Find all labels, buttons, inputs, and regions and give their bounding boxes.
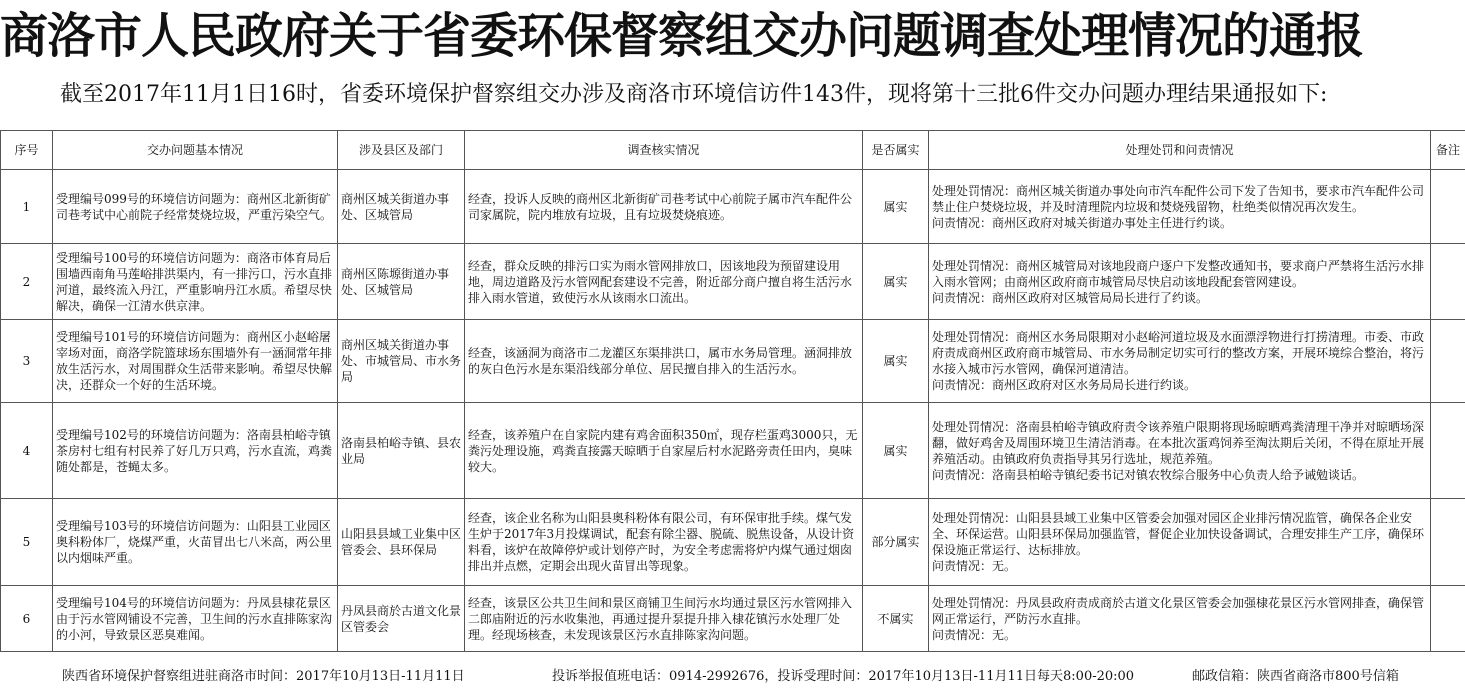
cell-seq: 2 [1, 244, 53, 320]
cell-problem: 受理编号103号的环境信访问题为：山阳县工业园区奥科粉体厂，烧煤严重，火苗冒出七八米高，两公里以内烟味严重。 [53, 499, 338, 586]
cell-verified: 部分属实 [863, 499, 929, 586]
cell-investigation: 经查，该涵洞为商洛市二龙灌区东渠排洪口，属市水务局管理。涵洞排放的灰白色污水是东渠沿线部分单位、居民擅自排入的生活污水。 [465, 320, 863, 403]
cell-disposal [929, 244, 1431, 320]
cell-seq: 3 [1, 320, 53, 403]
penalty-text: 处理处罚情况：商州区水务局限期对小赵峪河道垃圾及水面漂浮物进行打捞清理。市委、市政府责成商州区政府商市城管局、市水务局制定切实可行的整改方案，开展环境综合整治，将污水接入城市污水管网，确保河道清洁。 [932, 330, 1425, 376]
cell-verified: 不属实 [863, 586, 929, 652]
cell-verified: 属实 [863, 403, 929, 499]
cell-disposal [929, 499, 1431, 586]
cell-disposal [929, 403, 1431, 499]
cell-investigation: 经查，该企业名称为山阳县奥科粉体有限公司，有环保审批手续。煤气发生炉于2017年3月投煤调试，配套有除尘器、脱硫、脱焦设备，从设计资料看，该炉在故障停炉或计划停产时，为安全考虑需将炉内煤气通过烟囱排出并点燃，定期会出现火苗冒出等现象。 [465, 499, 863, 586]
cell-dept: 山阳县县域工业集中区管委会、县环保局 [338, 499, 465, 586]
table-row [1, 170, 1465, 244]
accountability-text: 问责情况：商州区政府对城关街道办事处主任进行约谈。 [932, 215, 1233, 230]
cell-dept: 商州区陈塬街道办事处、区城管局 [338, 244, 465, 320]
cell-problem: 受理编号100号的环境信访问题为：商洛市体育局后围墙西南角马莲峪排洪渠内，有一排污口，污水直排河道，最终流入丹江，严重影响丹江水质。希望尽快解决，确保一江清水供京津。 [53, 244, 338, 320]
table-row [1, 499, 1465, 586]
cell-seq: 1 [1, 170, 53, 244]
penalty-text: 处理处罚情况：丹凤县政府责成商於古道文化景区管委会加强棣花景区污水管网排查，确保管网正常运行，严防污水直排。 [932, 595, 1425, 626]
header-remark: 备注 [1431, 131, 1465, 170]
table-header-row [1, 131, 1465, 170]
penalty-text: 处理处罚情况：商州区城关街道办事处向市汽车配件公司下发了告知书，要求市汽车配件公司禁止住户焚烧垃圾，并及时清理院内垃圾和焚烧残留物，杜绝类似情况再次发生。 [932, 183, 1425, 214]
cell-investigation: 经查，投诉人反映的商州区北新街矿司巷考试中心前院子属市汽车配件公司家属院，院内堆放有垃圾，且有垃圾焚烧痕迹。 [465, 170, 863, 244]
cell-dept: 丹凤县商於古道文化景区管委会 [338, 586, 465, 652]
header-dept: 涉及县区及部门 [338, 131, 465, 170]
accountability-text: 问责情况：无。 [932, 627, 1017, 642]
accountability-text: 问责情况：洛南县柏峪寺镇纪委书记对镇农牧综合服务中心负责人给予诫勉谈话。 [932, 467, 1365, 482]
accountability-text: 问责情况：商州区政府对区水务局局长进行约谈。 [932, 378, 1197, 392]
table-row [1, 244, 1465, 320]
cell-investigation: 经查，群众反映的排污口实为雨水管网排放口，因该地段为预留建设用地，周边道路及污水管网配套建设不完善，附近部分商户擅自将生活污水排入雨水管道，致使污水从该雨水口流出。 [465, 244, 863, 320]
cell-disposal [929, 320, 1431, 403]
cell-seq: 5 [1, 499, 53, 586]
accountability-text: 问责情况：无。 [932, 559, 1017, 573]
table-row [1, 586, 1465, 652]
cell-seq: 6 [1, 586, 53, 652]
cases-table [0, 130, 1465, 652]
cell-disposal [929, 170, 1431, 244]
header-verified: 是否属实 [863, 131, 929, 170]
table-row [1, 320, 1465, 403]
intro-text: 截至2017年11月1日16时，省委环境保护督察组交办涉及商洛市环境信访件143件，现将第十三批6件交办问题办理结果通报如下: [60, 82, 1328, 107]
cell-dept: 商州区城关街道办事处、区城管局 [338, 170, 465, 244]
cell-remark [1431, 244, 1465, 320]
header-disposal: 处理处罚和问责情况 [929, 131, 1431, 170]
table-row [1, 403, 1465, 499]
footer-mailbox: 邮政信箱：陕西省商洛市800号信箱 [1192, 669, 1399, 684]
cell-problem: 受理编号102号的环境信访问题为：洛南县柏峪寺镇茶房村七组有村民养了好几万只鸡，污水直流，鸡粪随处都是，苍蝇太多。 [53, 403, 338, 499]
accountability-text: 问责情况：商州区政府对区城管局局长进行了约谈。 [932, 290, 1209, 305]
cell-verified: 属实 [863, 320, 929, 403]
cell-remark [1431, 499, 1465, 586]
cell-remark [1431, 586, 1465, 652]
cell-dept: 洛南县柏峪寺镇、县农业局 [338, 403, 465, 499]
cell-problem: 受理编号099号的环境信访问题为：商州区北新街矿司巷考试中心前院子经常焚烧垃圾，严重污染空气。 [53, 170, 338, 244]
cell-investigation: 经查，该养殖户在自家院内建有鸡舍面积350㎡，现存栏蛋鸡3000只，无粪污处理设施，鸡粪直接露天晾晒于自家屋后村水泥路旁责任田内，臭味较大。 [465, 403, 863, 499]
cell-seq: 4 [1, 403, 53, 499]
cell-remark [1431, 403, 1465, 499]
footer [0, 666, 1465, 688]
penalty-text: 处理处罚情况：洛南县柏峪寺镇政府责令该养殖户限期将现场晾晒鸡粪清理干净并对晾晒场深翻，做好鸡舍及周围环境卫生清洁消毒。在本批次蛋鸡饲养至淘汰期后关闭，不得在原址开展养殖活动。由镇政府负责指导其另行选址，规范养殖。 [932, 419, 1425, 466]
cell-disposal [929, 586, 1431, 652]
cell-remark [1431, 170, 1465, 244]
header-seq: 序号 [1, 131, 53, 170]
cell-remark [1431, 320, 1465, 403]
page-title: 商洛市人民政府关于省委环保督察组交办问题调查处理情况的通报 [0, 8, 1364, 64]
footer-hotline: 投诉举报值班电话：0914-2992676，投诉受理时间：2017年10月13日-11月11日每天8:00-20:00 [552, 669, 1135, 684]
cell-investigation: 经查，该景区公共卫生间和景区商铺卫生间污水均通过景区污水管网排入二郎庙附近的污水收集池，再通过提升泵提升排入棣花镇污水处理厂处理。经现场核查，未发现该景区污水直排陈家沟问题。 [465, 586, 863, 652]
cell-problem: 受理编号104号的环境信访问题为：丹凤县棣花景区由于污水管网铺设不完善，卫生间的污水直排陈家沟的小河，导致景区恶臭难闻。 [53, 586, 338, 652]
cell-verified: 属实 [863, 170, 929, 244]
footer-inspection-period: 陕西省环境保护督察组进驻商洛市时间：2017年10月13日-11月11日 [62, 669, 465, 684]
header-investigation: 调查核实情况 [465, 131, 863, 170]
penalty-text: 处理处罚情况：商州区城管局对该地段商户逐户下发整改通知书，要求商户严禁将生活污水排入雨水管网；由商州区政府商市城管局尽快启动该地段配套管网建设。 [932, 258, 1425, 289]
cell-dept: 商州区城关街道办事处、市城管局、市水务局 [338, 320, 465, 403]
header-problem: 交办问题基本情况 [53, 131, 338, 170]
cell-problem: 受理编号101号的环境信访问题为：商州区小赵峪屠宰场对面，商洛学院篮球场东围墙外有一涵洞常年排放生活污水，对周围群众生活带来影响。希望尽快解决，还群众一个好的生活环境。 [53, 320, 338, 403]
cell-verified: 属实 [863, 244, 929, 320]
penalty-text: 处理处罚情况：山阳县县域工业集中区管委会加强对园区企业排污情况监管，确保各企业安全、环保运营。山阳县环保局加强监管，督促企业加快设备调试，合理安排生产工序，确保环保设施正常运行、达标排放。 [932, 511, 1425, 557]
